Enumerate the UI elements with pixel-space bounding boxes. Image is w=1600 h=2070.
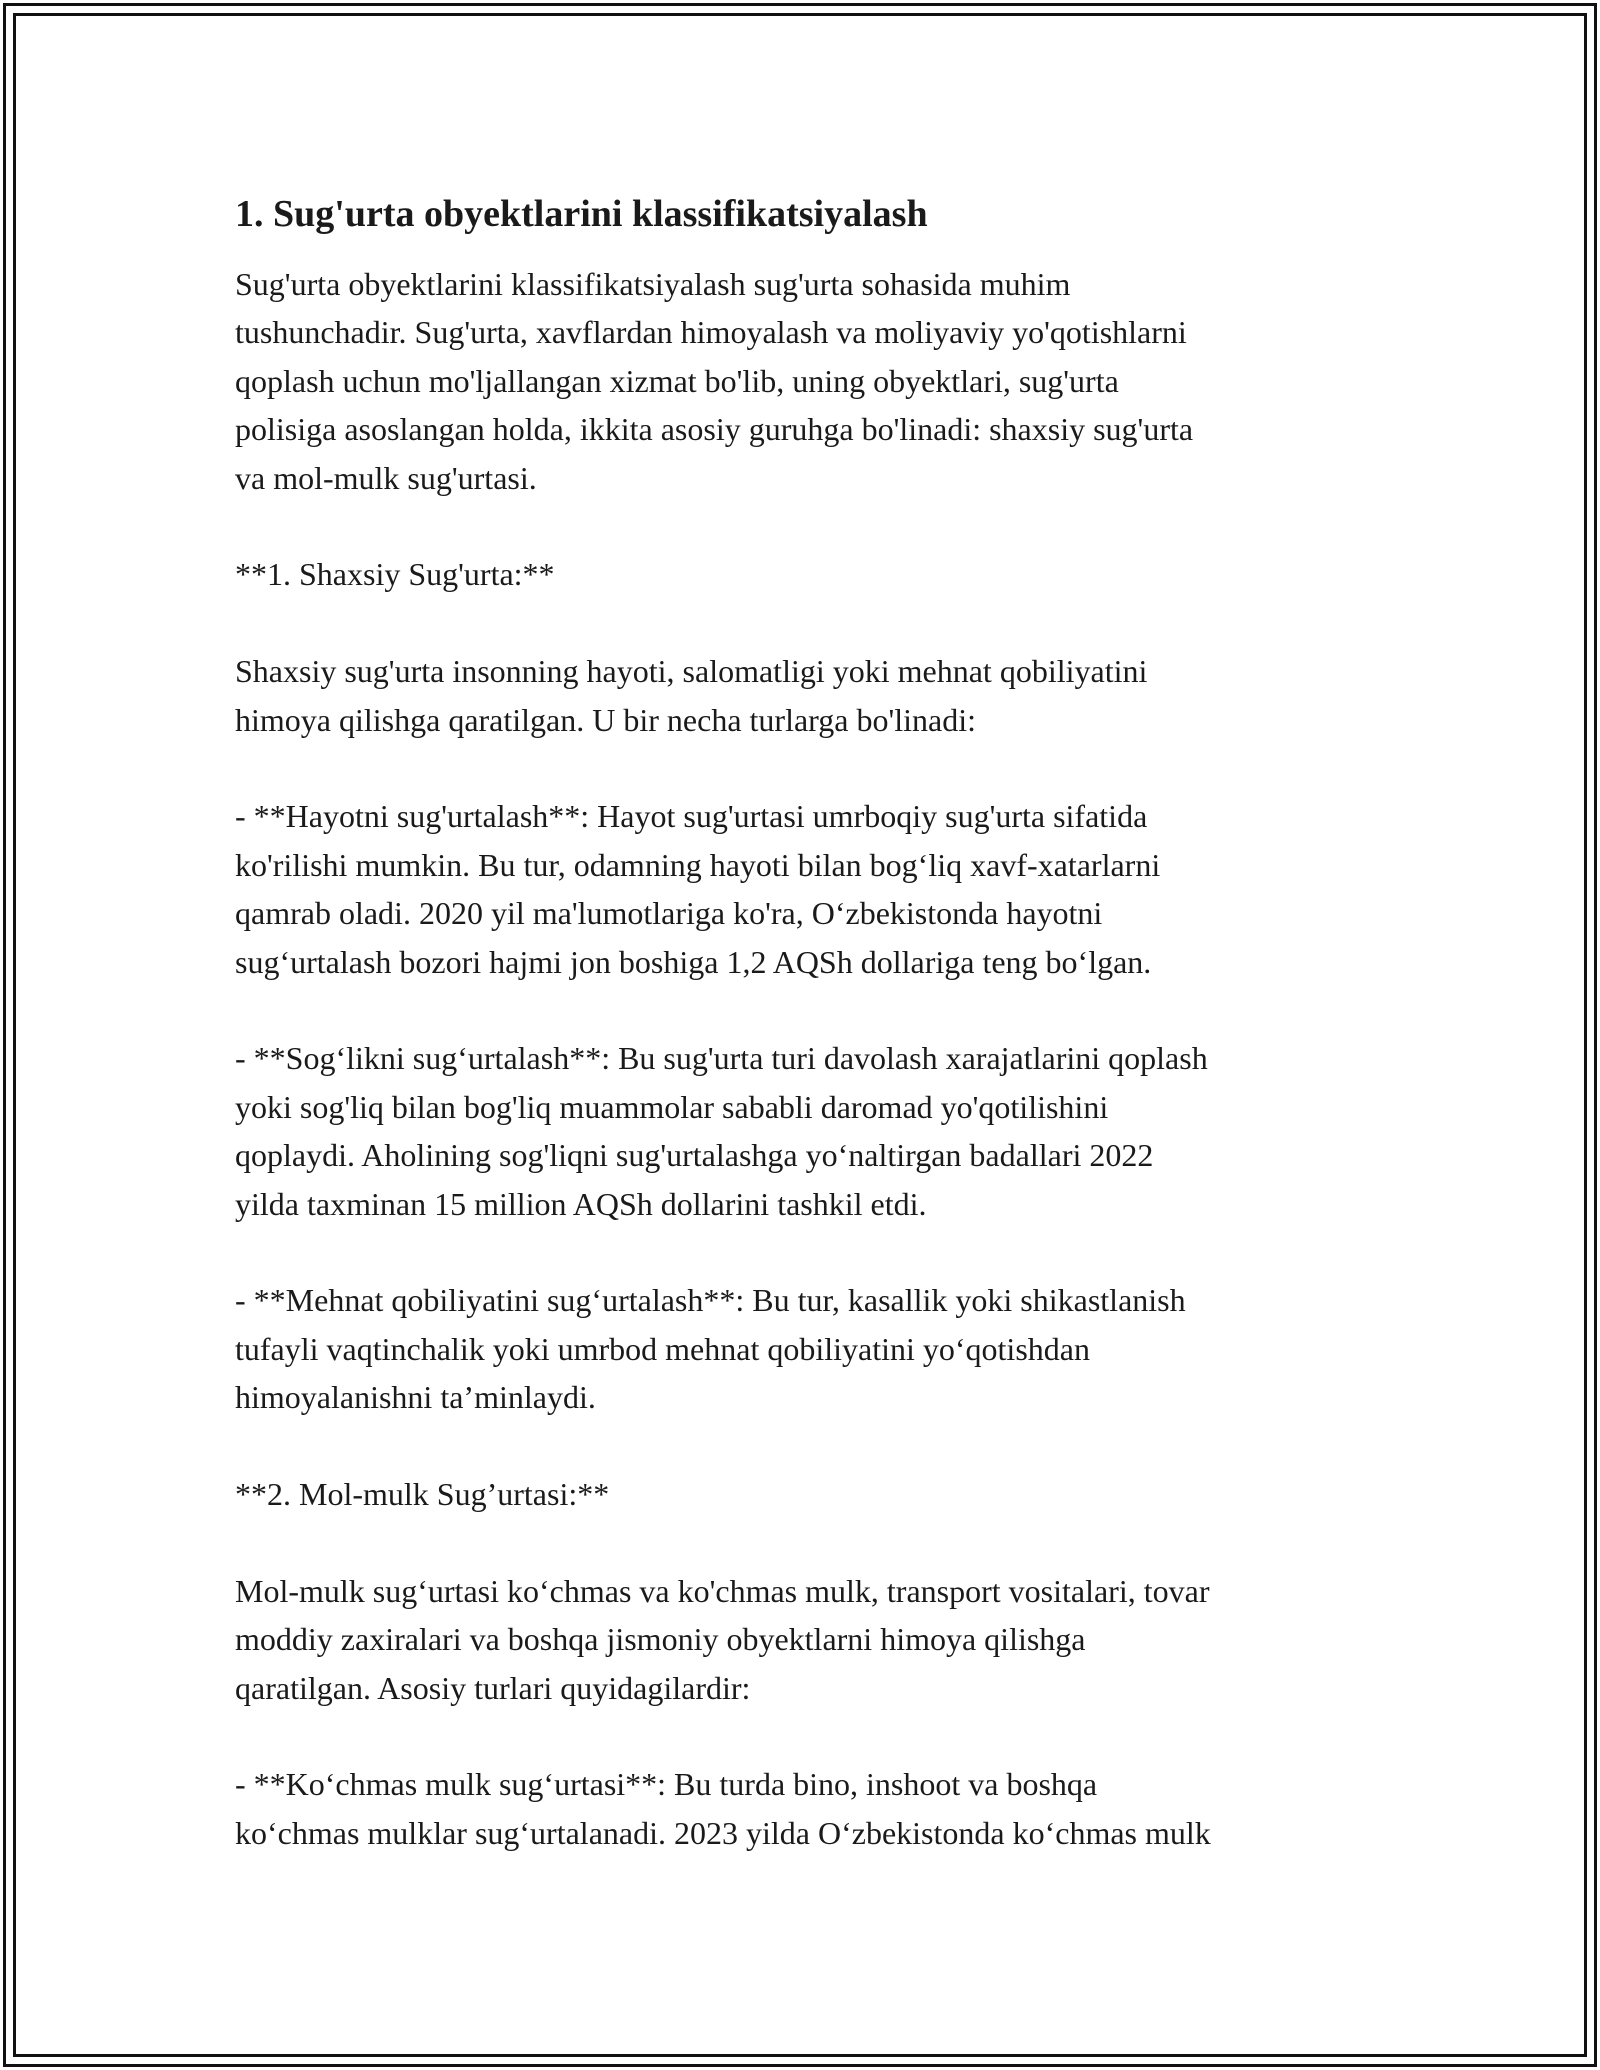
document-title: 1. Sug'urta obyektlarini klassifikatsiyalash (235, 193, 928, 235)
life-insurance-item: - **Hayotni sug'urtalash**: Hayot sug'urtasi umrboqiy sug'urta sifatida ko'rilishi mumkin. Bu tur, odamning hayoti bilan bog‘liq xavf-xatarlarni qamrab oladi. 2020 yil ma'lumotlariga ko'ra, O‘zbekistonda hayotni sug‘urtalash bozori hajmi jon boshiga 1,2 AQSh dollariga teng bo‘lgan. (235, 798, 1161, 980)
intro-paragraph: Sug'urta obyektlarini klassifikatsiyalash sug'urta sohasida muhim tushunchadir. Sug'urta, xavflardan himoyalash va moliyaviy yo'qotishlarni qoplash uchun mo'ljallangan xizmat bo'lib, uning obyektlari, sug'urta polisiga asoslangan holda, ikkita asosiy guruhga bo'linadi: shaxsiy sug'urta va mol-mulk sug'urtasi. (235, 266, 1194, 496)
section-heading-property-insurance: **2. Mol-mulk Sug’urtasi:** (235, 1476, 610, 1513)
section-heading-personal-insurance: **1. Shaxsiy Sug'urta:** (235, 556, 555, 593)
personal-insurance-paragraph: Shaxsiy sug'urta insonning hayoti, salomatligi yoki mehnat qobiliyatini himoya qilishga qaratilgan. U bir necha turlarga bo'linadi: (235, 653, 1148, 738)
real-estate-insurance-item: - **Ko‘chmas mulk sug‘urtasi**: Bu turda bino, inshoot va boshqa ko‘chmas mulklar sug‘urtalanadi. 2023 yilda O‘zbekistonda ko‘chmas mulk (235, 1766, 1211, 1851)
property-insurance-paragraph: Mol-mulk sug‘urtasi ko‘chmas va ko'chmas mulk, transport vositalari, tovar moddiy zaxiralari va boshqa jismoniy obyektlarni himoya qilishga qaratilgan. Asosiy turlari quyidagilardir: (235, 1572, 1210, 1706)
health-insurance-item: - **Sog‘likni sug‘urtalash**: Bu sug'urta turi davolash xarajatlarini qoplash yoki sog'liq bilan bog'liq muammolar sababli daromad yo'qotilishini qoplaydi. Aholining sog'liqni sug'urtalashga yo‘naltirgan badallari 2022 yilda taxminan 15 million AQSh dollarini tashkil etdi. (235, 1040, 1208, 1222)
work-capacity-insurance-item: - **Mehnat qobiliyatini sug‘urtalash**: Bu tur, kasallik yoki shikastlanish tufayli vaqtinchalik yoki umrbod mehnat qobiliyatini yo‘qotishdan himoyalanishni ta’minlaydi. (235, 1282, 1186, 1416)
document-page (235, 186, 1365, 1906)
